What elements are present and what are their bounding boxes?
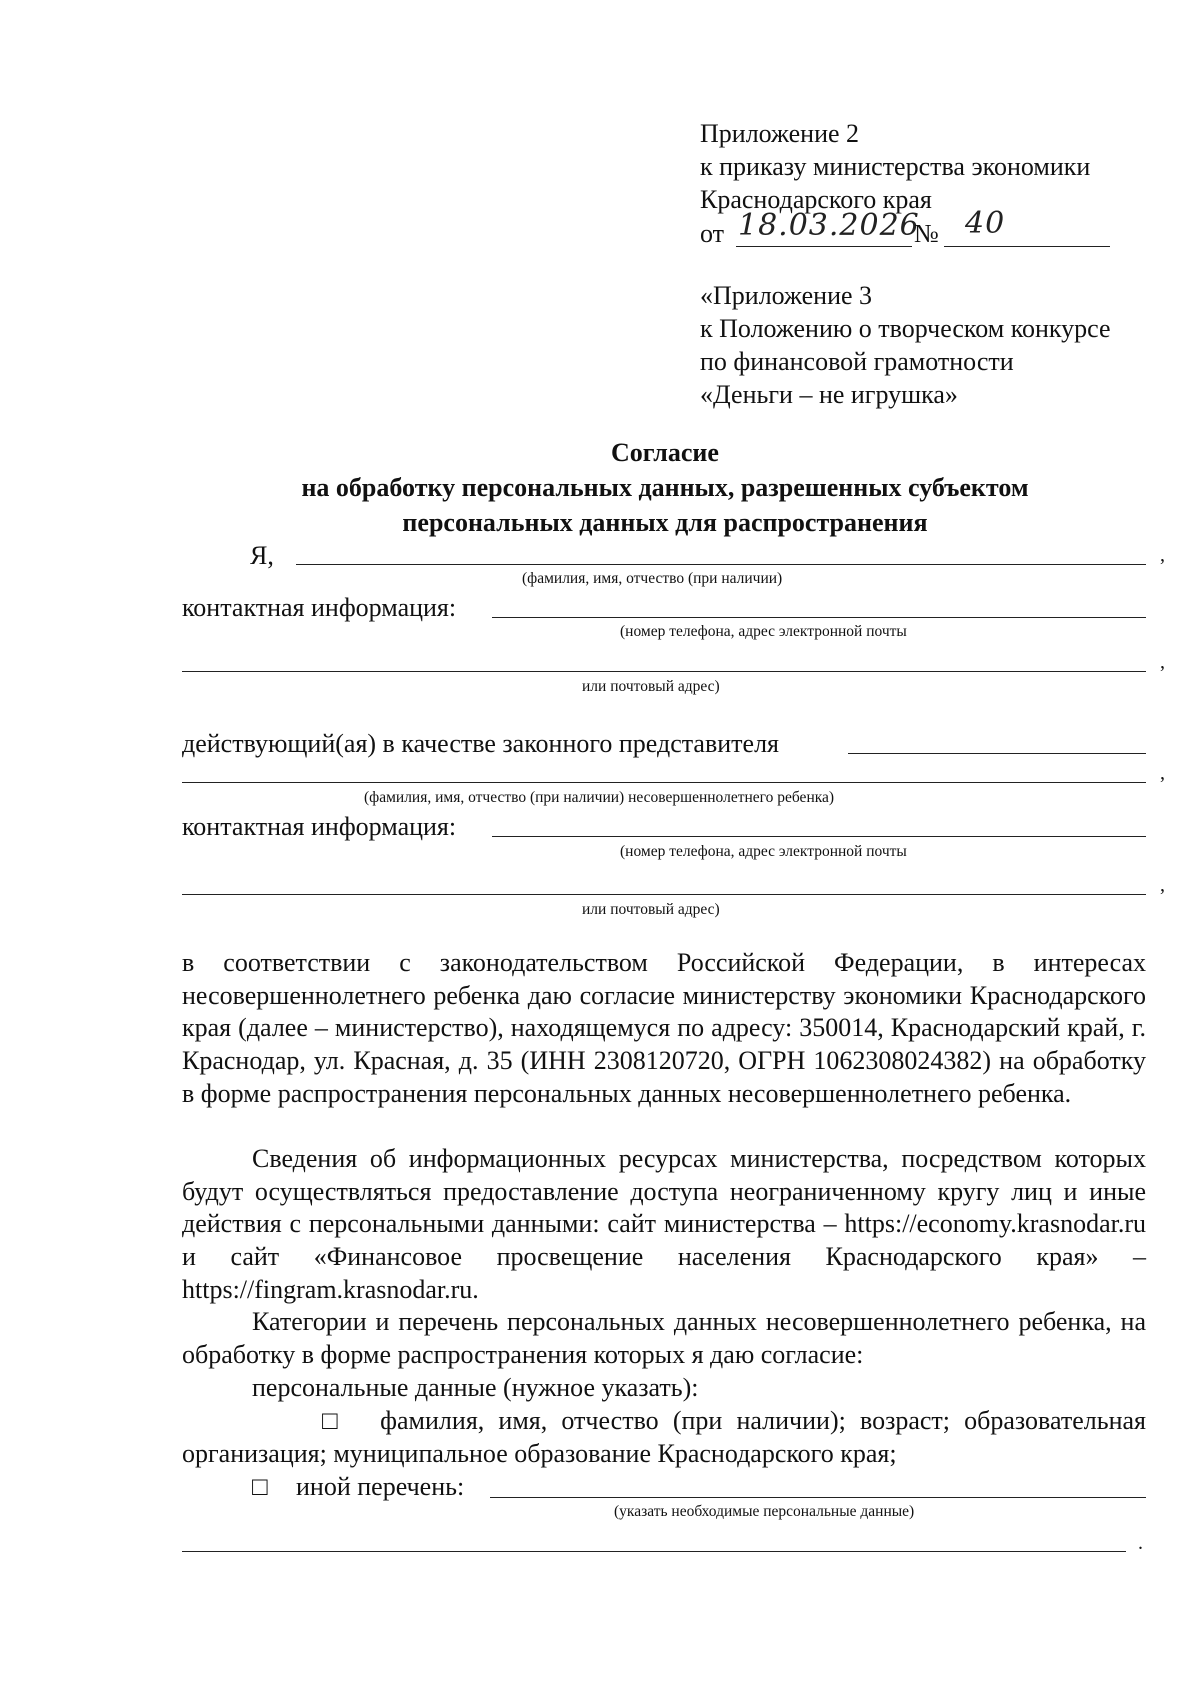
other-list-field-line-2[interactable] xyxy=(182,1551,1126,1552)
document-subtitle-2: персональных данных для распространения xyxy=(402,508,928,537)
option-1-checkbox[interactable]: □ xyxy=(322,1406,338,1435)
appendix-3-contest-name: «Деньги – не игрушка» xyxy=(700,380,958,409)
contact-field-line-3[interactable] xyxy=(492,836,1146,837)
option-1 xyxy=(182,1405,1146,1470)
order-from-label: от xyxy=(700,219,725,248)
contact-hint-3: (номер телефона, адрес электронной почты xyxy=(620,843,907,860)
appendix-2-title: Приложение 2 xyxy=(700,119,860,148)
child-fio-hint: (фамилия, имя, отчество (при наличии) несовершеннолетнего ребенка) xyxy=(364,789,835,806)
consent-paragraph-1: в соответствии с законодательством Российской Федерации, в интересах несовершеннолетнего ребенка даю согласие министерству экономики Краснодарского края (далее – министерство), находящемуся по адресу: 350014, Краснодарский край, г. Краснодар, ул. Красная, д. 35 (ИНН 2308120720, ОГРН 1062308024382) на обработку в форме распространения персональных данных несовершеннолетнего ребенка. xyxy=(182,948,1146,1108)
contact-label-2: контактная информация: xyxy=(182,812,457,841)
appendix-2-region: Краснодарского края xyxy=(700,185,932,214)
fio-field-line[interactable] xyxy=(296,564,1146,565)
i-label: Я, xyxy=(250,541,274,570)
contact-hint-1: (номер телефона, адрес электронной почты xyxy=(620,623,907,640)
document-subtitle-1: на обработку персональных данных, разрешенных субъектом xyxy=(301,473,1029,502)
appendix-3-title: «Приложение 3 xyxy=(700,281,873,310)
consent-paragraph-3: Категории и перечень персональных данных несовершеннолетнего ребенка, на обработку в форме распространения которых я даю согласие: xyxy=(182,1307,1146,1369)
consent-paragraph-2: Сведения об информационных ресурсах министерства, посредством которых будут осуществляться предоставление доступа неограниченному кругу лиц и иные действия с персональными данными: сайт министерства – https://economy.krasnodar.ru и сайт «Финансовое просвещение населения Краснодарского края» – https://fingram.krasnodar.ru. xyxy=(182,1144,1146,1304)
contact-field-line-4[interactable] xyxy=(182,894,1146,895)
order-number-handwritten: 40 xyxy=(965,206,1006,241)
document-title: Согласие xyxy=(611,438,719,467)
appendix-3-topic: по финансовой грамотности xyxy=(700,347,1014,376)
representative-field-line-2[interactable] xyxy=(182,782,1146,783)
representative-comma: , xyxy=(1160,762,1165,784)
order-number-label: № xyxy=(914,219,939,248)
option-1-text: фамилия, имя, отчество (при наличии); возраст; образовательная организация; муниципальное образование Краснодарского края; xyxy=(182,1406,1146,1468)
contact-field-line-1[interactable] xyxy=(492,617,1146,618)
appendix-3-regulation: к Положению о творческом конкурсе xyxy=(700,314,1111,343)
acting-label: действующий(ая) в качестве законного представителя xyxy=(182,729,779,758)
other-list-period: . xyxy=(1138,1532,1143,1554)
other-list-field-line-1[interactable] xyxy=(490,1497,1146,1498)
contact-comma-1: , xyxy=(1160,651,1165,673)
contact-label-1: контактная информация: xyxy=(182,593,457,622)
contact-comma-2: , xyxy=(1160,874,1165,896)
contact-hint-4: или почтовый адрес) xyxy=(582,901,720,918)
contact-hint-2: или почтовый адрес) xyxy=(582,678,720,695)
option-2-label: иной перечень: xyxy=(296,1472,465,1501)
contact-field-line-2[interactable] xyxy=(182,671,1146,672)
option-2-checkbox[interactable]: □ xyxy=(252,1472,268,1501)
fio-comma: , xyxy=(1160,544,1165,566)
appendix-2-order: к приказу министерства экономики xyxy=(700,152,1091,181)
representative-field-line-1[interactable] xyxy=(848,753,1146,754)
order-date-underline xyxy=(736,246,912,247)
order-number-underline xyxy=(944,246,1110,247)
other-list-hint: (указать необходимые персональные данные) xyxy=(614,1503,915,1520)
consent-paragraph-4: персональные данные (нужное указать): xyxy=(252,1373,699,1402)
fio-hint: (фамилия, имя, отчество (при наличии) xyxy=(522,570,783,587)
order-date-handwritten: 18.03.2026 xyxy=(738,208,920,243)
